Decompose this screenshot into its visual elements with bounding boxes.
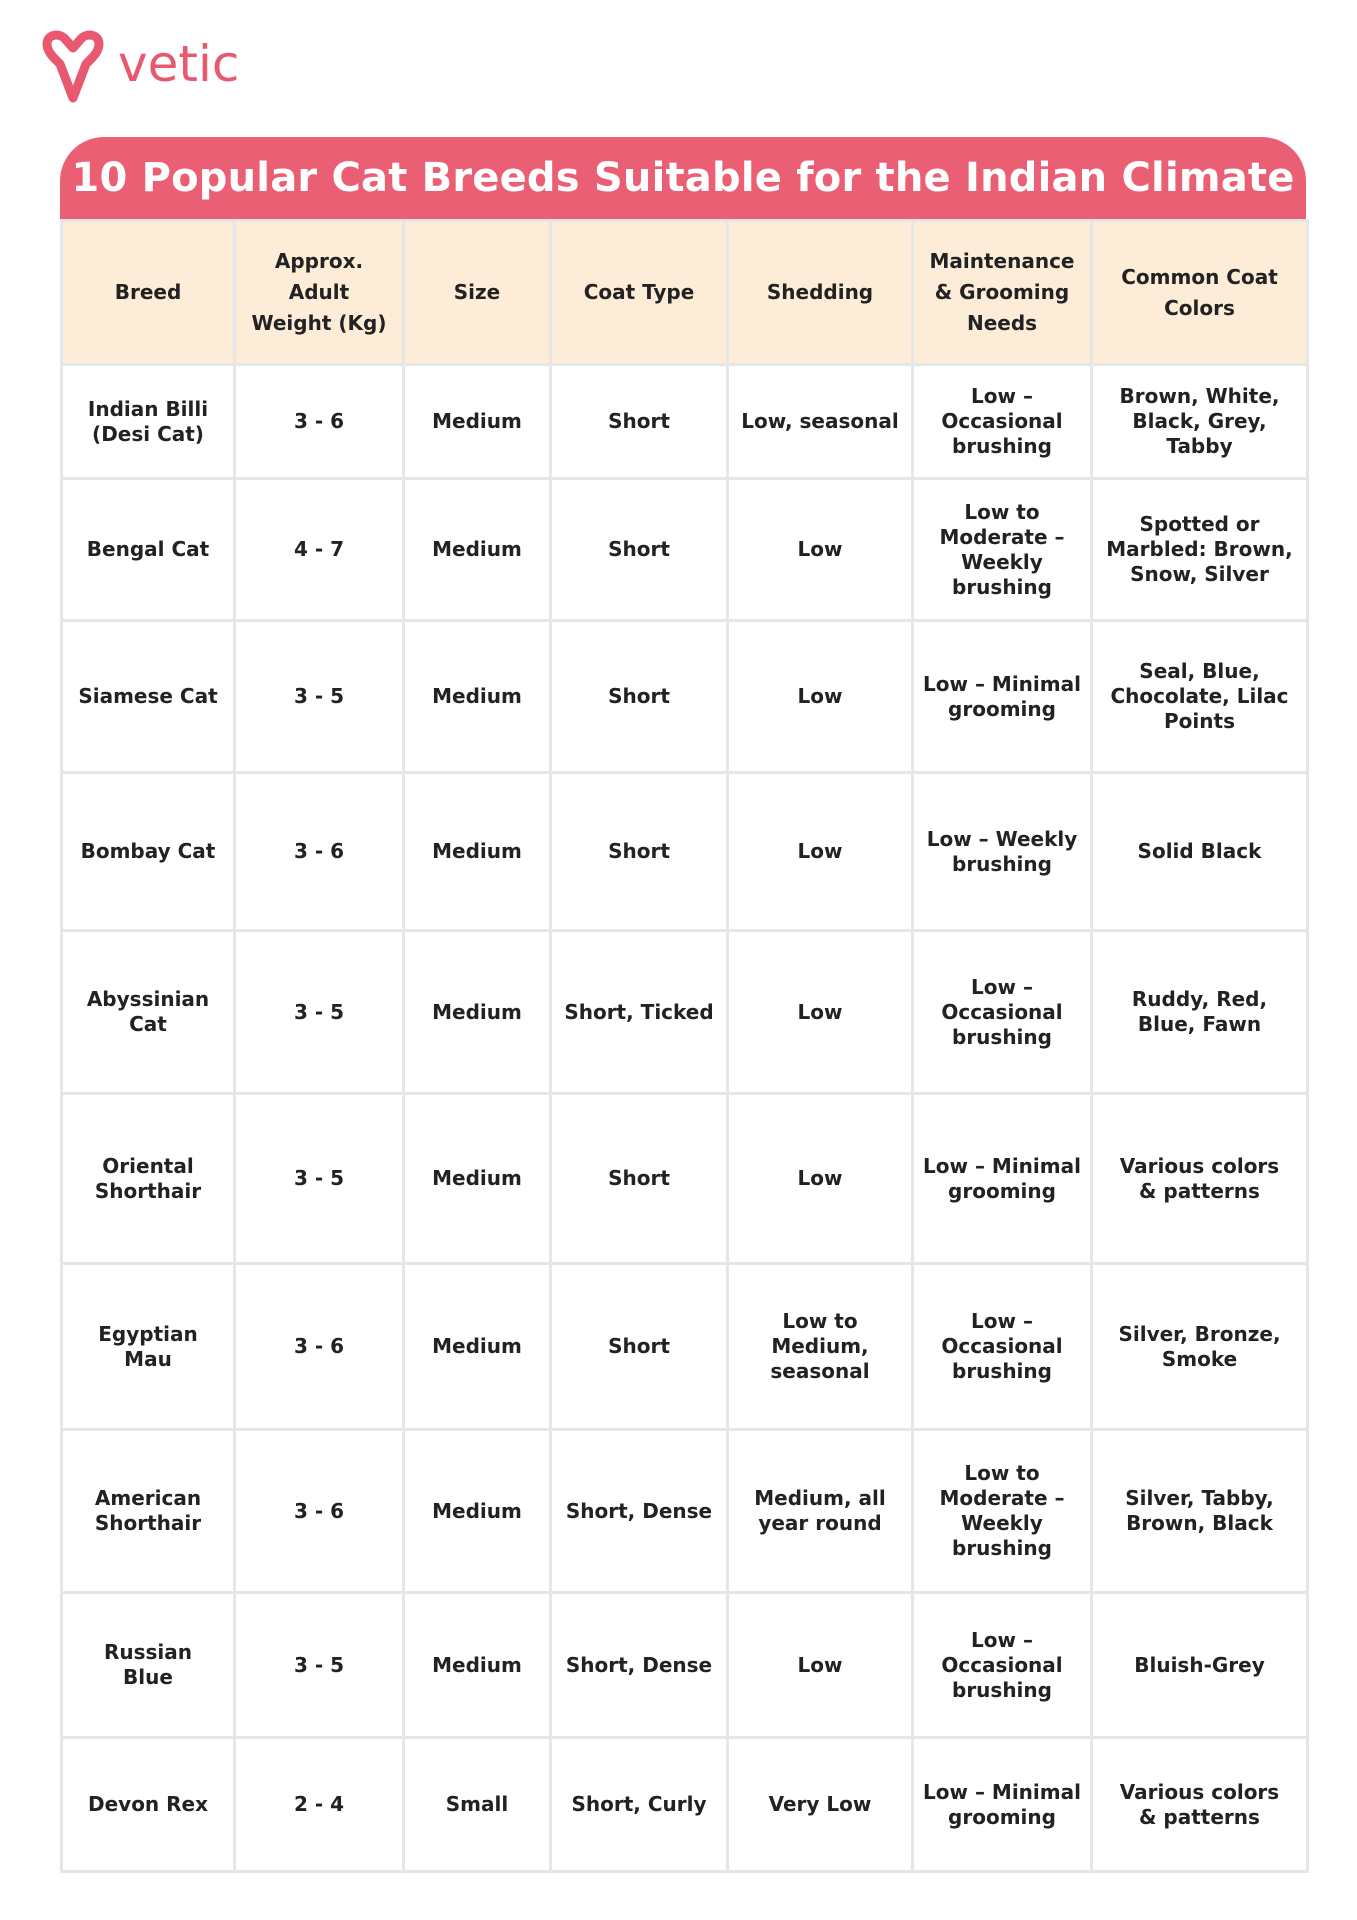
cell-coat-type: Short [551,479,728,621]
cell-shedding: Low [728,931,913,1094]
cell-breed: Siamese Cat [62,621,235,773]
cell-coat-type: Short, Curly [551,1738,728,1872]
cell-weight: 3 - 5 [235,931,404,1094]
table-row [62,1593,1308,1738]
column-header-coat-colors: Common Coat Colors [1092,221,1308,365]
cell-maintenance: Low – Weekly brushing [913,773,1092,931]
cell-breed: Bombay Cat [62,773,235,931]
cell-breed: Abyssinian Cat [62,931,235,1094]
table-row [62,1264,1308,1430]
cell-weight: 3 - 5 [235,1593,404,1738]
cell-coat-colors: Ruddy, Red, Blue, Fawn [1092,931,1308,1094]
cell-weight: 4 - 7 [235,479,404,621]
cell-coat-type: Short [551,773,728,931]
cell-coat-type: Short [551,365,728,479]
table-row [62,1094,1308,1264]
cell-breed: American Shorthair [62,1430,235,1593]
column-header-weight: Approx. Adult Weight (Kg) [235,221,404,365]
cell-maintenance: Low – Occasional brushing [913,1593,1092,1738]
cell-maintenance: Low – Minimal grooming [913,1094,1092,1264]
cell-maintenance: Low – Occasional brushing [913,1264,1092,1430]
cell-size: Medium [404,621,551,773]
cell-weight: 3 - 6 [235,773,404,931]
cell-shedding: Low [728,1094,913,1264]
cell-shedding: Low [728,1593,913,1738]
cell-maintenance: Low – Minimal grooming [913,621,1092,773]
cell-coat-type: Short, Ticked [551,931,728,1094]
cell-shedding: Low [728,621,913,773]
cell-size: Medium [404,931,551,1094]
column-header-maintenance: Maintenance & Grooming Needs [913,221,1092,365]
cell-size: Medium [404,365,551,479]
cell-weight: 2 - 4 [235,1738,404,1872]
page-title: 10 Popular Cat Breeds Suitable for the Indian Climate [71,155,1295,201]
cell-shedding: Low, seasonal [728,365,913,479]
breed-table-container [60,219,1306,1873]
cell-maintenance: Low – Minimal grooming [913,1738,1092,1872]
cell-weight: 3 - 6 [235,365,404,479]
table-row [62,365,1308,479]
cell-breed: Oriental Shorthair [62,1094,235,1264]
cell-breed: Egyptian Mau [62,1264,235,1430]
cell-weight: 3 - 5 [235,1094,404,1264]
cell-size: Medium [404,1264,551,1430]
cell-coat-colors: Solid Black [1092,773,1308,931]
cell-maintenance: Low to Moderate – Weekly brushing [913,1430,1092,1593]
table-row [62,931,1308,1094]
cell-size: Medium [404,1593,551,1738]
breed-table [60,219,1309,1873]
cell-shedding: Low to Medium, seasonal [728,1264,913,1430]
cell-maintenance: Low to Moderate – Weekly brushing [913,479,1092,621]
title-banner [60,137,1306,219]
cell-breed: Russian Blue [62,1593,235,1738]
cell-shedding: Low [728,479,913,621]
cell-coat-colors: Silver, Tabby, Brown, Black [1092,1430,1308,1593]
cell-size: Small [404,1738,551,1872]
cell-size: Medium [404,773,551,931]
cell-shedding: Very Low [728,1738,913,1872]
cell-maintenance: Low – Occasional brushing [913,365,1092,479]
logo-text: vetic [118,35,240,93]
table-row [62,621,1308,773]
table-row [62,1430,1308,1593]
cell-coat-colors: Spotted or Marbled: Brown, Snow, Silver [1092,479,1308,621]
cell-size: Medium [404,1094,551,1264]
table-header-row [62,221,1308,365]
cell-breed: Bengal Cat [62,479,235,621]
table-row [62,479,1308,621]
cell-weight: 3 - 5 [235,621,404,773]
cell-coat-colors: Various colors & patterns [1092,1738,1308,1872]
cell-coat-type: Short [551,1264,728,1430]
cell-weight: 3 - 6 [235,1264,404,1430]
cell-breed: Devon Rex [62,1738,235,1872]
cell-coat-type: Short, Dense [551,1593,728,1738]
heart-v-icon [40,28,106,104]
cell-coat-colors: Bluish-Grey [1092,1593,1308,1738]
cell-size: Medium [404,1430,551,1593]
cell-breed: Indian Billi (Desi Cat) [62,365,235,479]
cell-coat-type: Short [551,1094,728,1264]
cell-coat-colors: Brown, White, Black, Grey, Tabby [1092,365,1308,479]
column-header-breed: Breed [62,221,235,365]
cell-coat-colors: Various colors & patterns [1092,1094,1308,1264]
cell-coat-colors: Silver, Bronze, Smoke [1092,1264,1308,1430]
table-row [62,1738,1308,1872]
cell-coat-type: Short, Dense [551,1430,728,1593]
brand-logo [40,26,239,106]
cell-shedding: Low [728,773,913,931]
cell-coat-type: Short [551,621,728,773]
cell-size: Medium [404,479,551,621]
cell-shedding: Medium, all year round [728,1430,913,1593]
table-row [62,773,1308,931]
cell-maintenance: Low – Occasional brushing [913,931,1092,1094]
cell-weight: 3 - 6 [235,1430,404,1593]
cell-coat-colors: Seal, Blue, Chocolate, Lilac Points [1092,621,1308,773]
column-header-size: Size [404,221,551,365]
column-header-coat-type: Coat Type [551,221,728,365]
column-header-shedding: Shedding [728,221,913,365]
